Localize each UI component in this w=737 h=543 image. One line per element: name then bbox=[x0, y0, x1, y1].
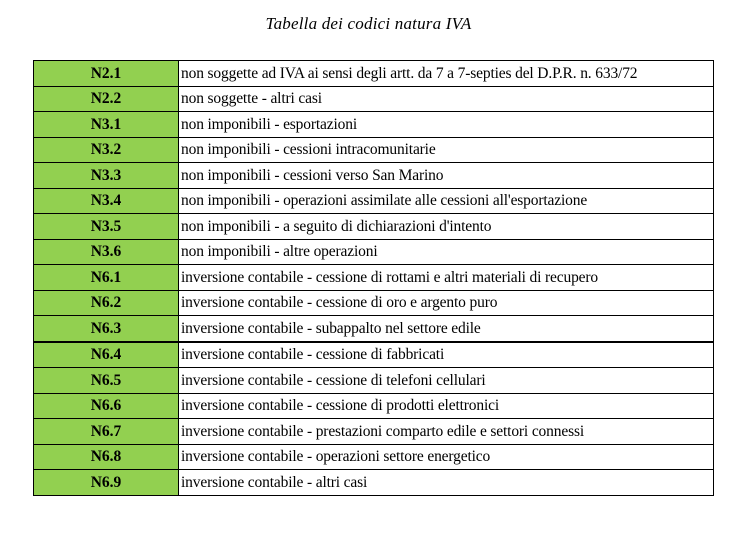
description-cell: non imponibili - a seguito di dichiarazioni d'intento bbox=[179, 214, 714, 240]
table-row bbox=[34, 290, 714, 316]
table-row bbox=[34, 342, 714, 368]
code-cell: N6.9 bbox=[34, 470, 179, 496]
description-cell: non imponibili - esportazioni bbox=[179, 112, 714, 138]
code-cell: N6.5 bbox=[34, 368, 179, 394]
table-row bbox=[34, 393, 714, 419]
code-cell: N3.4 bbox=[34, 188, 179, 214]
code-cell: N6.2 bbox=[34, 290, 179, 316]
code-cell: N6.3 bbox=[34, 316, 179, 342]
description-cell: non imponibili - altre operazioni bbox=[179, 239, 714, 265]
table-row bbox=[34, 368, 714, 394]
table-row bbox=[34, 112, 714, 138]
description-cell: non imponibili - cessioni intracomunitarie bbox=[179, 137, 714, 163]
description-cell: non soggette ad IVA ai sensi degli artt. da 7 a 7-septies del D.P.R. n. 633/72 bbox=[179, 61, 714, 87]
code-cell: N6.4 bbox=[34, 342, 179, 368]
code-cell: N6.7 bbox=[34, 419, 179, 445]
description-cell: inversione contabile - cessione di telefoni cellulari bbox=[179, 368, 714, 394]
description-cell: inversione contabile - altri casi bbox=[179, 470, 714, 496]
table-row bbox=[34, 163, 714, 189]
code-cell: N3.3 bbox=[34, 163, 179, 189]
table-row bbox=[34, 444, 714, 470]
description-cell: inversione contabile - prestazioni comparto edile e settori connessi bbox=[179, 419, 714, 445]
description-cell: inversione contabile - cessione di rottami e altri materiali di recupero bbox=[179, 265, 714, 291]
vat-nature-codes-table bbox=[33, 60, 714, 496]
description-cell: non imponibili - operazioni assimilate alle cessioni all'esportazione bbox=[179, 188, 714, 214]
code-cell: N3.6 bbox=[34, 239, 179, 265]
table-row bbox=[34, 239, 714, 265]
description-cell: inversione contabile - subappalto nel settore edile bbox=[179, 316, 714, 342]
description-cell: inversione contabile - cessione di fabbricati bbox=[179, 342, 714, 368]
code-cell: N3.5 bbox=[34, 214, 179, 240]
table-row bbox=[34, 470, 714, 496]
table-row bbox=[34, 419, 714, 445]
table-row bbox=[34, 188, 714, 214]
description-cell: non imponibili - cessioni verso San Marino bbox=[179, 163, 714, 189]
description-cell: non soggette - altri casi bbox=[179, 86, 714, 112]
table-row bbox=[34, 316, 714, 342]
table-row bbox=[34, 61, 714, 87]
table-row bbox=[34, 265, 714, 291]
table-row bbox=[34, 214, 714, 240]
code-cell: N3.2 bbox=[34, 137, 179, 163]
code-cell: N2.1 bbox=[34, 61, 179, 87]
table-body bbox=[34, 61, 714, 496]
code-cell: N3.1 bbox=[34, 112, 179, 138]
table-row bbox=[34, 137, 714, 163]
code-cell: N6.6 bbox=[34, 393, 179, 419]
description-cell: inversione contabile - operazioni settore energetico bbox=[179, 444, 714, 470]
table-title: Tabella dei codici natura IVA bbox=[265, 14, 472, 33]
description-cell: inversione contabile - cessione di oro e argento puro bbox=[179, 290, 714, 316]
table-row bbox=[34, 86, 714, 112]
code-cell: N2.2 bbox=[34, 86, 179, 112]
code-cell: N6.8 bbox=[34, 444, 179, 470]
code-cell: N6.1 bbox=[34, 265, 179, 291]
description-cell: inversione contabile - cessione di prodotti elettronici bbox=[179, 393, 714, 419]
